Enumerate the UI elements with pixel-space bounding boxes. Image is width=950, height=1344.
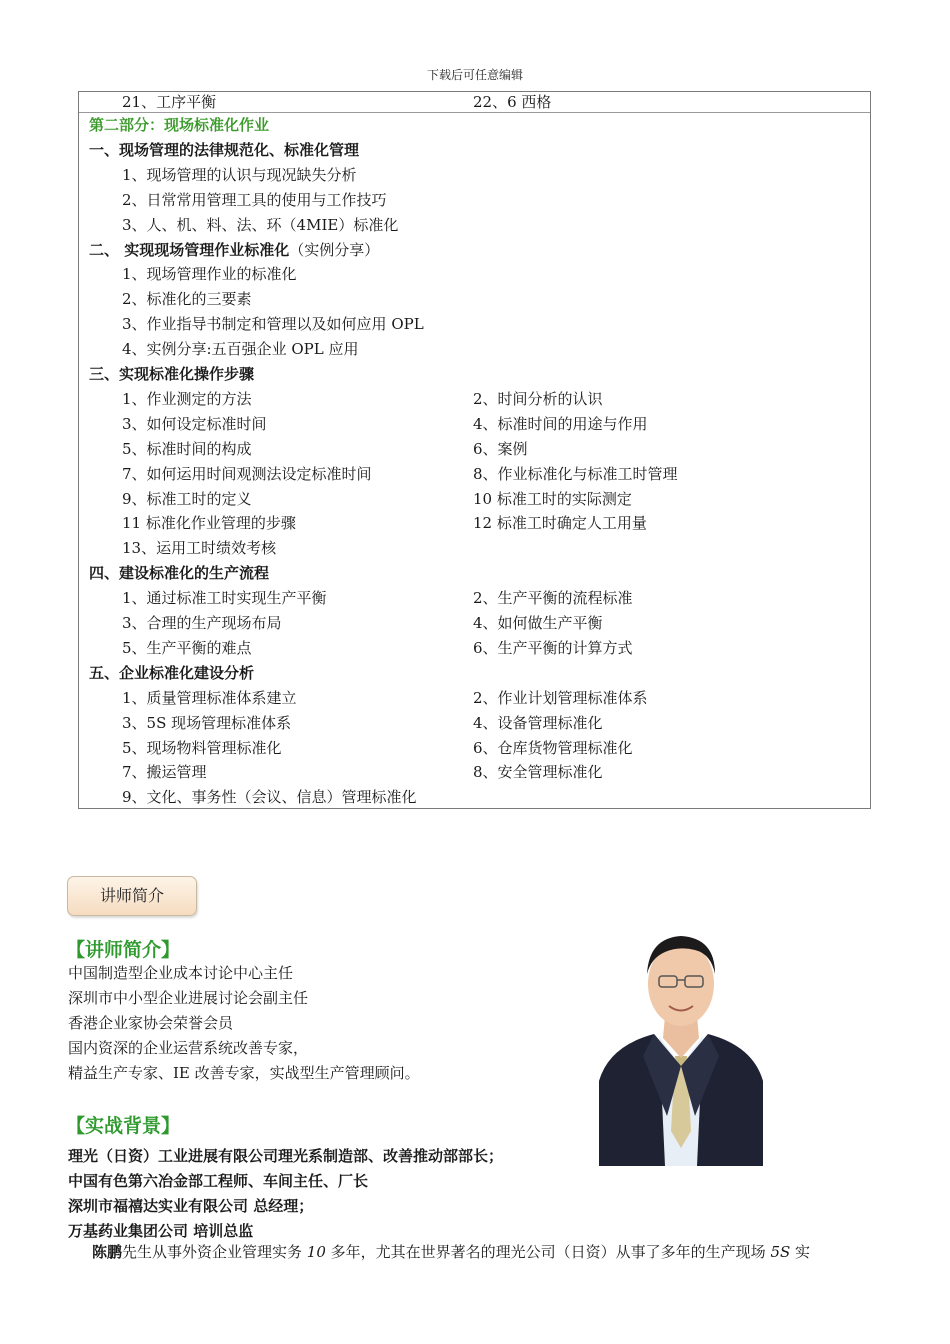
para-term: 5S: [770, 1243, 791, 1261]
outline-item: 7、搬运管理: [122, 763, 207, 782]
background-title: 【实战背景】: [66, 1115, 181, 1137]
para-text-3: 实: [790, 1243, 811, 1261]
bio-title: 【讲师简介】: [66, 939, 181, 961]
outline-item: 4、如何做生产平衡: [473, 614, 603, 632]
outline-item: 2、标准化的三要素: [122, 290, 252, 309]
outline-item: 6、案例: [473, 439, 528, 458]
para-years: 10: [306, 1243, 326, 1261]
part-title: 第二部分：现场标准化作业: [89, 116, 270, 134]
outline-item: 2、作业计划管理标准体系: [473, 688, 648, 707]
outline-item: 5、现场物料管理标准化: [122, 738, 282, 757]
outline-item: 7、如何运用时间观测法设定标准时间: [122, 464, 372, 483]
outline-item: 3、5S 现场管理标准体系: [122, 713, 292, 732]
lecturer-name: 陈鹏: [92, 1243, 123, 1261]
outline-item: 9、标准工时的定义: [122, 489, 252, 508]
outline-item: 2、生产平衡的流程标准: [473, 589, 633, 608]
section-title-suffix: （实例分享）: [289, 240, 380, 259]
outline-item: 3、如何设定标准时间: [122, 414, 267, 433]
page-header-note: 下载后可任意编辑: [426, 68, 523, 82]
outline-item: 4、实例分享:五百强企业 OPL 应用: [122, 340, 359, 359]
section-title: 五、企业标准化建设分析: [89, 663, 255, 682]
outline-top-right: 22、6 西格: [473, 93, 552, 111]
outline-item: 10 标准工时的实际测定: [473, 489, 632, 508]
person-portrait-icon: [599, 916, 763, 1166]
outline-item: 9、文化、事务性（会议、信息）管理标准化: [122, 788, 417, 807]
outline-item: 3、作业指导书制定和管理以及如何应用 OPL: [122, 315, 424, 334]
background-line: 万基药业集团公司 培训总监: [68, 1222, 254, 1240]
outline-item: 11 标准化作业管理的步骤: [122, 514, 296, 533]
outline-item: 8、作业标准化与标准工时管理: [473, 464, 678, 483]
outline-item: 1、现场管理的认识与现况缺失分析: [122, 165, 357, 184]
outline-item: 1、通过标准工时实现生产平衡: [122, 589, 327, 608]
outline-item: 4、标准时间的用途与作用: [473, 414, 648, 433]
outline-item: 1、质量管理标准体系建立: [122, 688, 297, 707]
background-line: 中国有色第六冶金部工程师、车间主任、厂长: [68, 1172, 369, 1190]
background-paragraph: [92, 1241, 810, 1262]
bio-line: 中国制造型企业成本讨论中心主任: [68, 964, 294, 982]
outline-top-left: 21、工序平衡: [122, 93, 217, 111]
outline-item: 5、标准时间的构成: [122, 439, 252, 458]
outline-item: 13、运用工时绩效考核: [122, 539, 277, 558]
background-line: 理光（日资）工业进展有限公司理光系制造部、改善推动部部长；: [68, 1147, 504, 1165]
bio-line: 国内资深的企业运营系统改善专家，: [68, 1039, 309, 1057]
outline-item: 12 标准工时确定人工用量: [473, 514, 647, 533]
outline-item: 6、生产平衡的计算方式: [473, 638, 633, 657]
section-title: 四、建设标准化的生产流程: [89, 564, 270, 583]
outline-item: 2、时间分析的认识: [473, 389, 603, 408]
outline-item: 5、生产平衡的难点: [122, 638, 252, 657]
lecturer-intro-badge: 讲师简介: [67, 876, 197, 916]
section-title: 二、 实现现场管理作业标准化（实例分享）: [89, 240, 380, 259]
outline-item: 2、日常常用管理工具的使用与工作技巧: [122, 190, 387, 209]
para-text-1: 先生从事外资企业管理实务: [122, 1243, 307, 1261]
outline-item: 3、合理的生产现场布局: [122, 614, 282, 632]
course-outline-box: [78, 91, 871, 809]
para-text-2: 多年，尤其在世界著名的理光公司（日资）从事了多年的生产现场: [325, 1243, 771, 1261]
background-line: 深圳市福禧达实业有限公司 总经理；: [68, 1197, 314, 1215]
outline-separator: [79, 112, 870, 113]
section-title: 三、实现标准化操作步骤: [89, 365, 255, 383]
bio-line: 香港企业家协会荣誉会员: [68, 1014, 234, 1032]
outline-item: 1、作业测定的方法: [122, 389, 252, 408]
bio-line: 深圳市中小型企业进展讨论会副主任: [68, 989, 309, 1007]
outline-item: 1、现场管理作业的标准化: [122, 265, 297, 284]
outline-item: 4、设备管理标准化: [473, 713, 603, 732]
bio-line: 精益生产专家、IE 改善专家，实战型生产管理顾问。: [68, 1064, 420, 1082]
outline-item: 3、人、机、料、法、环（4MIE）标准化: [122, 215, 399, 234]
section-title: 一、现场管理的法律规范化、标准化管理: [89, 140, 360, 159]
outline-item: 6、仓库货物管理标准化: [473, 738, 633, 757]
outline-item: 8、安全管理标准化: [473, 763, 603, 782]
